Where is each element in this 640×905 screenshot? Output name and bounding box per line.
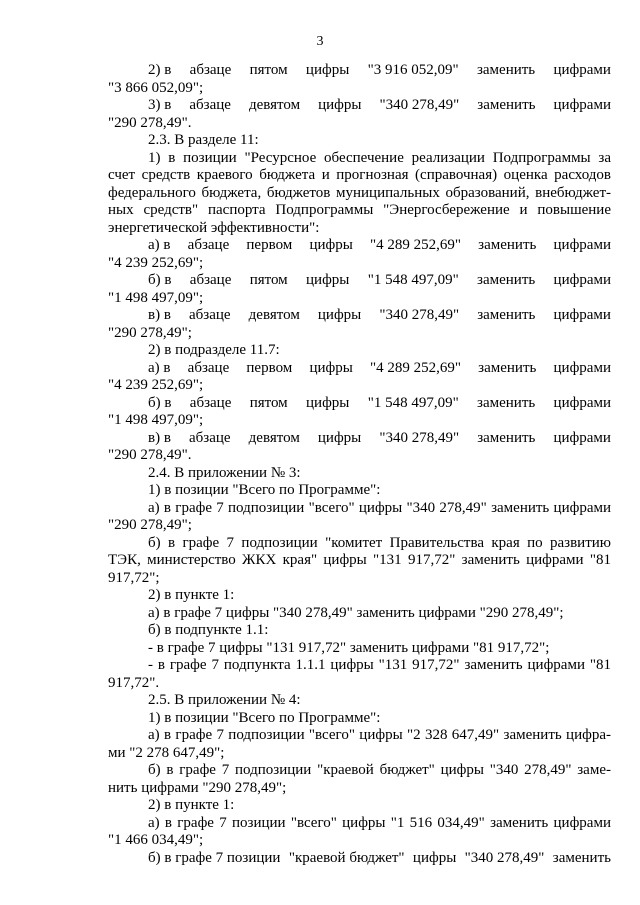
word: в) в — [148, 307, 171, 323]
word: цифры — [317, 307, 362, 323]
word: б) в — [148, 394, 172, 411]
word: цифры — [306, 272, 350, 288]
word: первом — [246, 237, 293, 253]
text-line: 2) в подразделе 11.7: — [148, 342, 280, 358]
word: б) в — [148, 272, 172, 288]
word: цифрами — [553, 307, 611, 323]
word: абзаце — [189, 394, 232, 411]
word: "1 548 497,09" — [367, 394, 459, 411]
word: б) в графе 7 позиции — [148, 849, 281, 866]
text-line: 1) в позиции "Всего по Программе": — [148, 482, 381, 498]
text-line: 2) в пункте 1: — [148, 587, 235, 603]
word: цифрами — [553, 394, 611, 411]
paragraph: - в графе 7 подпункта 1.1.1 цифры "131 917,72" заменить цифрами "81 917,72". — [108, 657, 611, 691]
word: заменить — [478, 237, 537, 253]
word: абзаце — [189, 62, 232, 78]
word: цифрами — [553, 97, 611, 113]
text-line: "4 239 252,69"; — [108, 254, 204, 271]
text-line — [108, 360, 611, 378]
word: цифры — [309, 237, 353, 253]
word: абзаце — [187, 359, 230, 376]
text-line — [108, 237, 611, 255]
text-line: 2.4. В приложении № 3: — [148, 464, 301, 481]
text-line — [108, 62, 611, 80]
word: 3) в — [148, 97, 172, 113]
word: заменить — [478, 359, 537, 376]
word: цифрами — [553, 62, 611, 78]
document-body — [108, 62, 611, 867]
text-line — [108, 97, 611, 115]
word: а) в — [148, 237, 171, 253]
paragraph: 1) в позиции "Ресурсное обеспечение реализации Подпрограммы за счет средств краевого бюджета и прогнозная (справочная) оценка расходов федерального бюджета, бюджетов муниципальных образований, внебюджетных средств" паспорта Подпрограммы "Энергосбережение и повышение энергетической эффективности": — [108, 149, 611, 236]
word: девятом — [248, 307, 300, 323]
word: абзаце — [189, 97, 231, 113]
word: цифрами — [553, 429, 611, 446]
text-line: 2.5. В приложении № 4: — [148, 692, 301, 708]
word: "340 278,49" — [379, 307, 460, 323]
word: а) в — [148, 359, 171, 376]
text-line — [108, 850, 611, 868]
paragraph: а) в графе 7 подпозиции "всего" цифры "340 278,49" заменить цифрами "290 278,49"; — [108, 499, 611, 533]
text-line: - в графе 7 цифры "131 917,72" заменить цифрами "81 917,72"; — [148, 639, 550, 656]
page-number: 3 — [316, 34, 324, 49]
paragraph: а) в графе 7 подпозиции "всего" цифры "2 328 647,49" заменить цифрами "2 278 647,49"; — [108, 727, 611, 761]
word: заменить — [477, 394, 536, 411]
text-line: б) в подпункте 1.1: — [148, 622, 269, 638]
text-line: "290 278,49". — [108, 447, 192, 463]
word: первом — [246, 359, 293, 376]
text-line — [108, 395, 611, 413]
word: абзаце — [189, 429, 231, 446]
text-line: 1) в позиции "Всего по Программе": — [148, 709, 381, 726]
word: девятом — [248, 97, 301, 113]
paragraph: б) в графе 7 подпозиции "комитет Правительства края по развитию ТЭК, министерство ЖКХ края" цифры "131 917,72" заменить цифрами "81 917,72"; — [108, 534, 611, 586]
text-line: "1 498 497,09"; — [108, 289, 204, 306]
word: "1 548 497,09" — [367, 272, 459, 288]
text-line: "4 239 252,69"; — [108, 377, 204, 393]
word: цифры — [306, 394, 350, 411]
word: девятом — [248, 429, 300, 446]
word: заменить — [477, 307, 536, 323]
word: "340 278,49" — [379, 97, 460, 113]
text-line — [108, 272, 611, 290]
word: цифрами — [553, 359, 611, 376]
word: цифры — [309, 359, 353, 376]
word: цифры — [317, 429, 362, 446]
word: заменить — [477, 97, 536, 113]
word: заменить — [476, 62, 536, 78]
word: цифры — [318, 97, 362, 113]
word: цифры — [412, 849, 457, 866]
text-line: а) в графе 7 цифры "340 278,49" заменить цифрами "290 278,49"; — [148, 604, 564, 621]
word: цифры — [305, 62, 350, 78]
word: абзаце — [187, 237, 230, 253]
text-line: "290 278,49". — [108, 114, 192, 131]
text-line: "3 866 052,09"; — [108, 79, 204, 96]
text-line: "290 278,49"; — [108, 324, 192, 341]
word: пятом — [249, 62, 288, 78]
word: цифрами — [553, 237, 611, 253]
word: "краевой бюджет" — [288, 849, 405, 866]
word: заменить — [477, 272, 536, 288]
text-line: 2) в пункте 1: — [148, 797, 235, 813]
word: "340 278,49" — [464, 849, 545, 866]
paragraph: а) в графе 7 позиции "всего" цифры "1 516 034,49" заменить цифрами "1 466 034,49"; — [108, 814, 611, 848]
word: заменить — [477, 429, 536, 446]
word: цифрами — [553, 272, 611, 288]
word: "3 916 052,09" — [367, 62, 459, 78]
word: "340 278,49" — [379, 429, 460, 446]
text-line — [108, 307, 611, 325]
text-line: 2.3. В разделе 11: — [148, 132, 259, 148]
word: 2) в — [148, 62, 172, 78]
word: пятом — [249, 394, 288, 411]
paragraph: б) в графе 7 подпозиции "краевой бюджет" цифры "340 278,49" заменить цифрами "290 278,49"; — [108, 762, 611, 796]
text-line — [108, 430, 611, 448]
word: пятом — [249, 272, 288, 288]
word: заменить — [552, 849, 611, 866]
word: в) в — [148, 429, 171, 446]
word: абзаце — [189, 307, 231, 323]
word: абзаце — [189, 272, 232, 288]
word: "4 289 252,69" — [369, 237, 461, 253]
word: "4 289 252,69" — [369, 359, 461, 376]
text-line: "1 498 497,09"; — [108, 412, 204, 428]
